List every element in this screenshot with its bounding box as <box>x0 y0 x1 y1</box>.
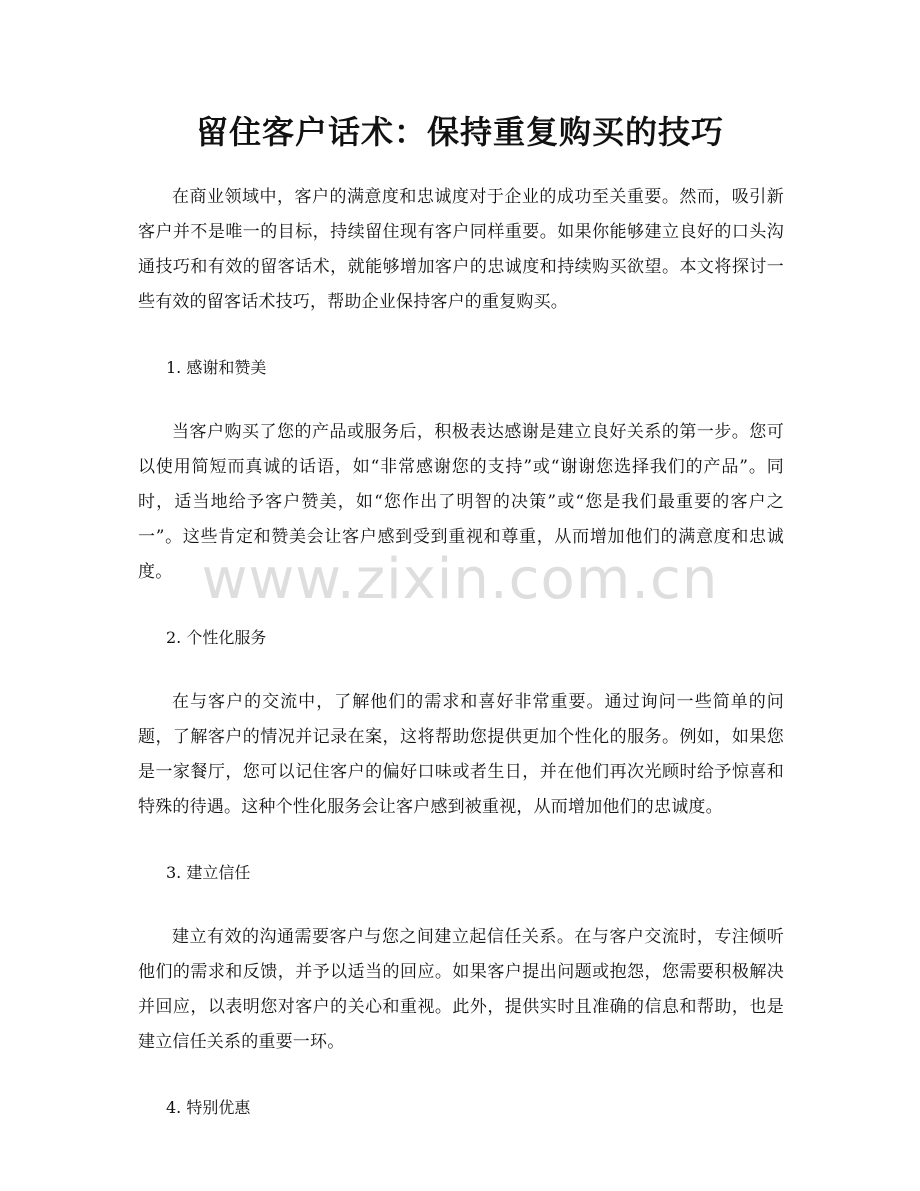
watermark: www.zixin.com.cn <box>201 547 719 612</box>
section-heading-3: 3. 建立信任 <box>166 863 251 882</box>
section-heading-2: 2. 个性化服务 <box>166 628 267 647</box>
intro-paragraph: 在商业领域中，客户的满意度和忠诚度对于企业的成功至关重要。然而，吸引新客户并不是唯一的目标，持续留住现有客户同样重要。如果你能够建立良好的口头沟通技巧和有效的留客话术，就能够增加客户的忠诚度和持续购买欲望。本文将探讨一些有效的留客话术技巧，帮助企业保持客户的重复购买。 <box>138 187 784 312</box>
document-title: 留住客户话术：保持重复购买的技巧 <box>195 113 724 151</box>
section-body-1: 当客户购买了您的产品或服务后，积极表达感谢是建立良好关系的第一步。您可以使用简短而真诚的话语，如“非常感谢您的支持”或“谢谢您选择我们的产品”。同时，适当地给予客户赞美，如“您作出了明智的决策”或“您是我们最重要的客户之一”。这些肯定和赞美会让客户感到受到重视和尊重，从而增加他们的满意度和忠诚度。 <box>138 422 784 582</box>
section-heading-1: 1. 感谢和赞美 <box>166 358 267 377</box>
document-body <box>138 180 784 1155</box>
section-heading-4: 4. 特别优惠 <box>166 1098 251 1117</box>
section-body-3: 建立有效的沟通需要客户与您之间建立起信任关系。在与客户交流时，专注倾听他们的需求和反馈，并予以适当的回应。如果客户提出问题或抱怨，您需要积极解决并回应，以表明您对客户的关心和重视。此外，提供实时且准确的信息和帮助，也是建立信任关系的重要一环。 <box>138 927 784 1052</box>
section-body-2: 在与客户的交流中，了解他们的需求和喜好非常重要。通过询问一些简单的问题，了解客户的情况并记录在案，这将帮助您提供更加个性化的服务。例如，如果您是一家餐厅，您可以记住客户的偏好口味或者生日，并在他们再次光顾时给予惊喜和特殊的待遇。这种个性化服务会让客户感到被重视，从而增加他们的忠诚度。 <box>138 692 784 817</box>
